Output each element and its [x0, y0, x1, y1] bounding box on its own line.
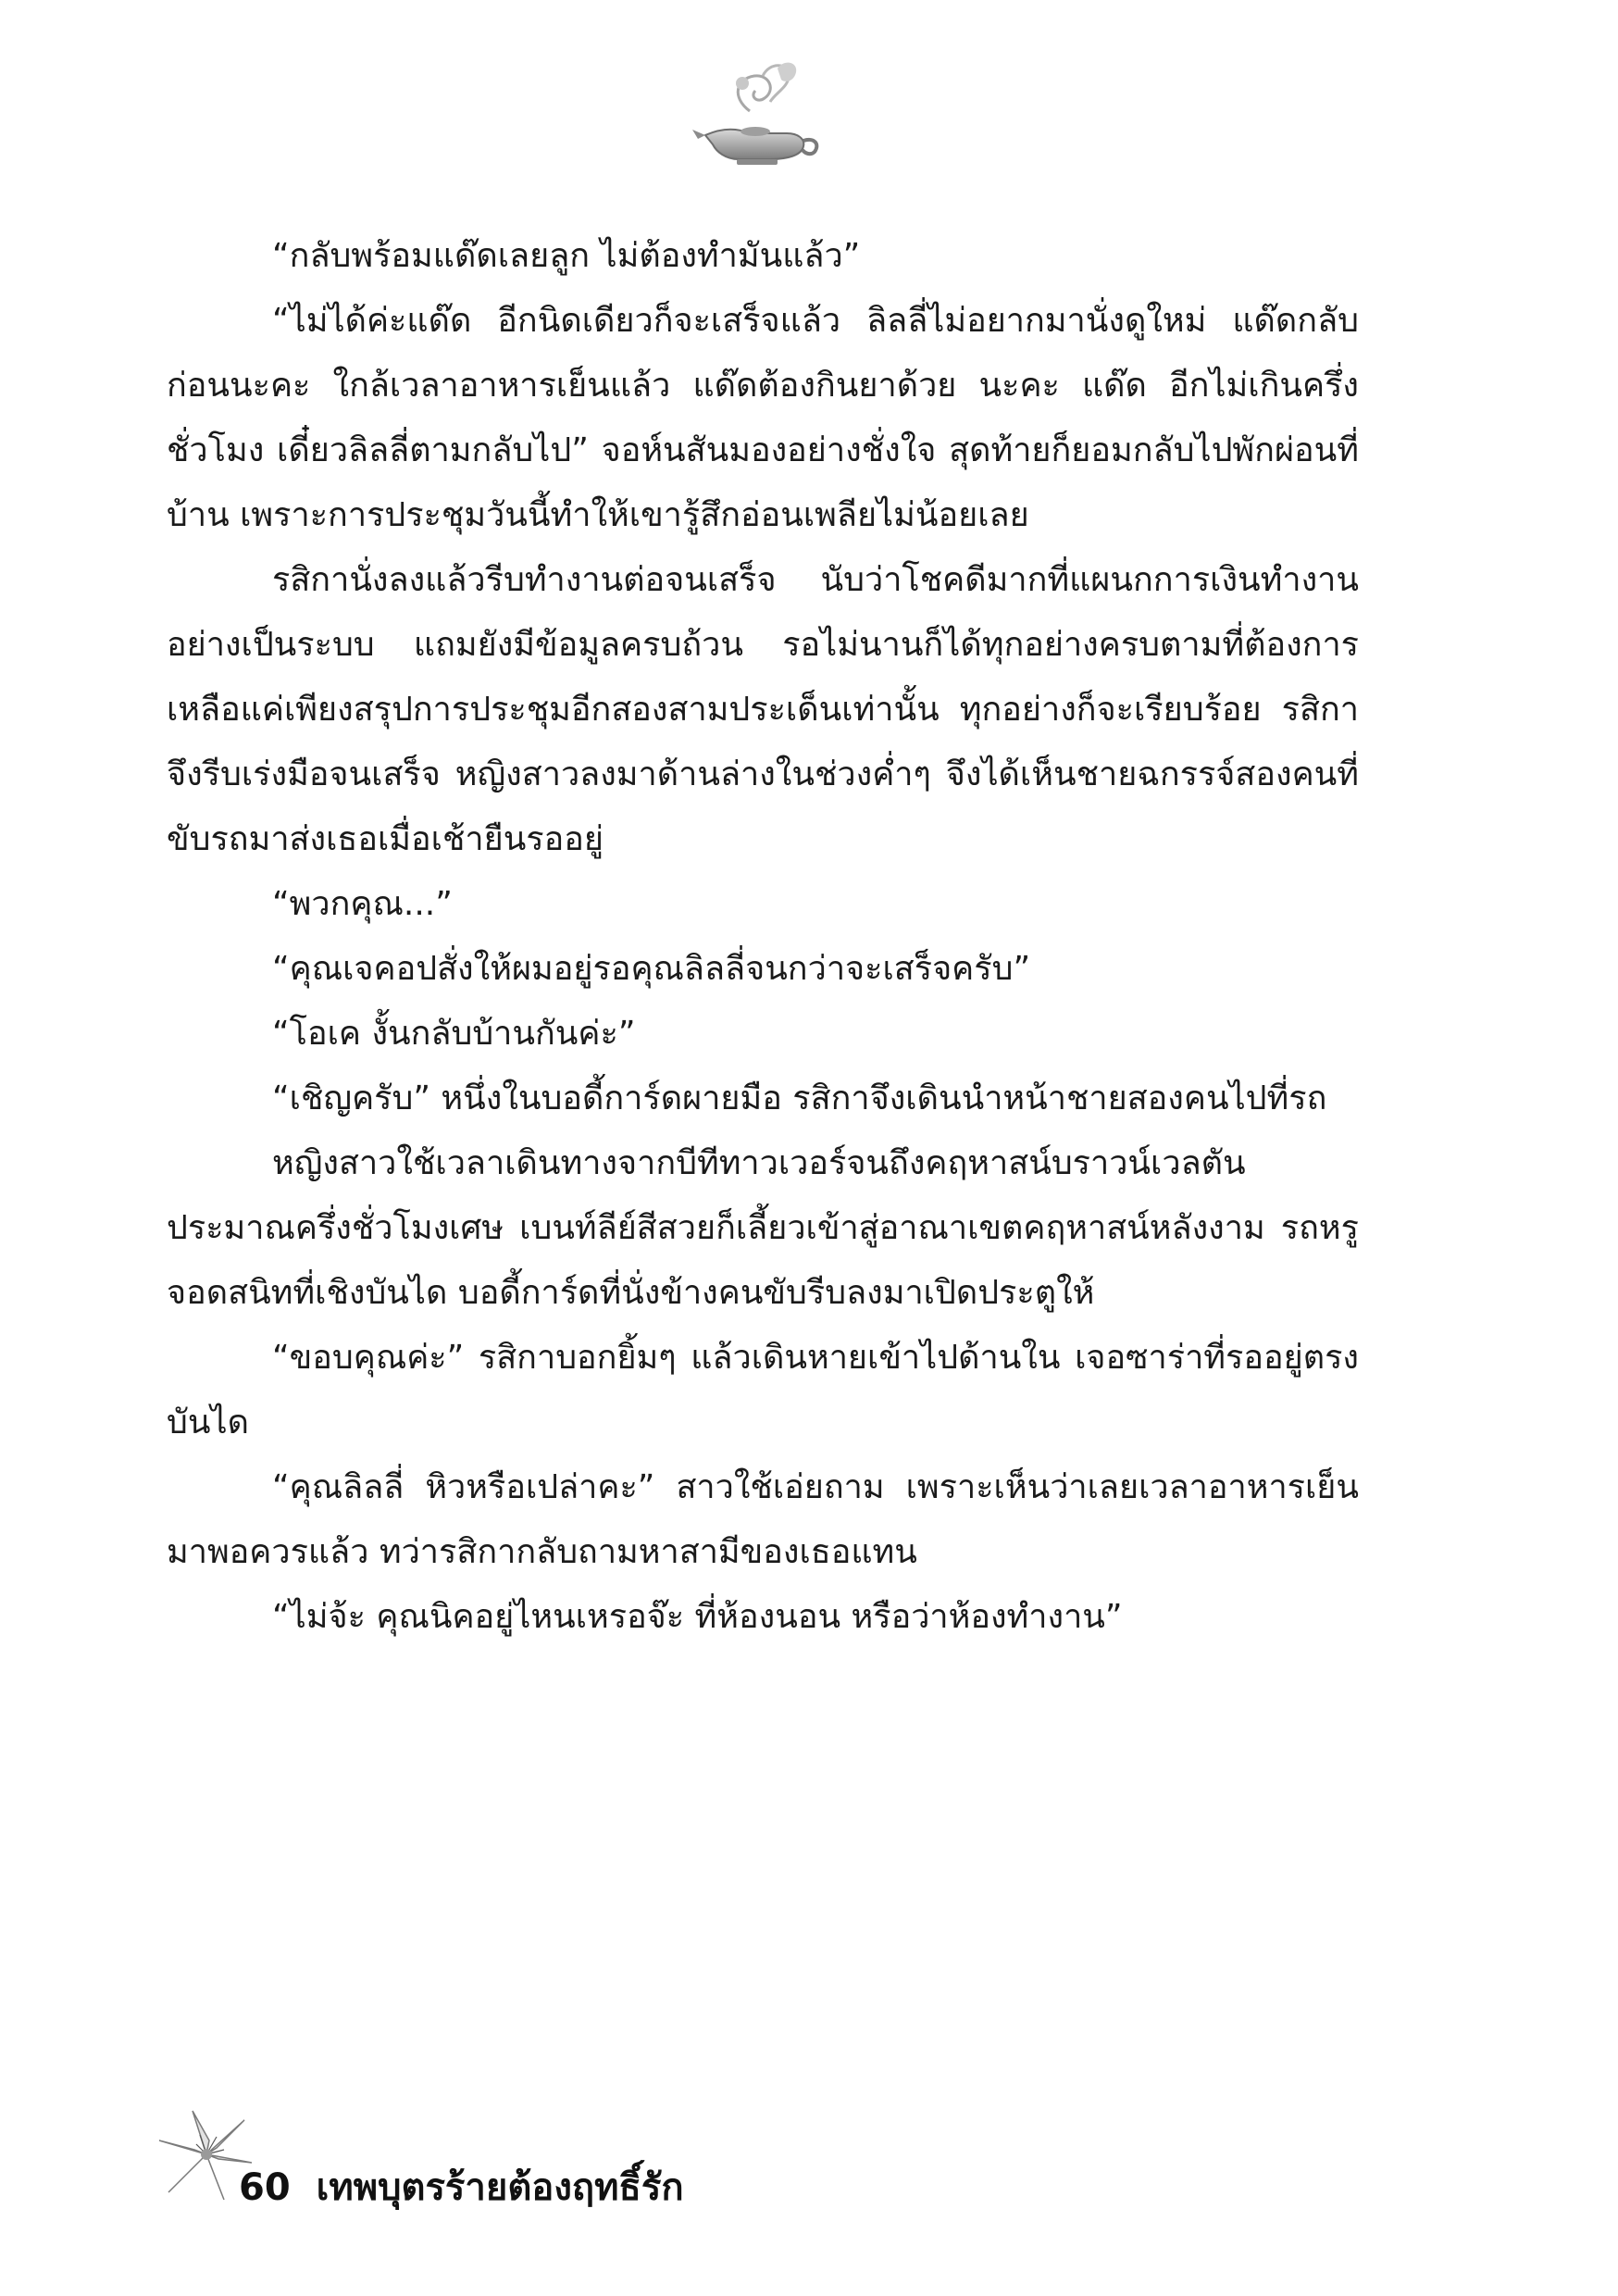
paragraph: “พวกคุณ...”	[272, 885, 453, 923]
paragraph: “ขอบคุณค่ะ” รสิกาบอกยิ้มๆ แล้วเดินหายเข้าไปด้านใน เจอซาร่าที่รออยู่ตรงบันได	[167, 1339, 1359, 1441]
book-title: เทพบุตรร้ายต้องฤทธิ์รัก	[316, 2166, 684, 2209]
paragraph: “ไม่จ้ะ คุณนิคอยู่ไหนเหรอจ๊ะ ที่ห้องนอน หรือว่าห้องทำงาน”	[272, 1598, 1123, 1636]
paragraph: “คุณลิลลี่ หิวหรือเปล่าคะ” สาวใช้เอ่ยถาม เพราะเห็นว่าเลยเวลาอาหารเย็นมาพอควรแล้ว ทว่ารสิกากลับถามหาสามีของเธอแทน	[167, 1468, 1359, 1571]
paragraph: “กลับพร้อมแด๊ดเลยลูก ไม่ต้องทำมันแล้ว”	[272, 237, 861, 275]
page-footer	[156, 2103, 989, 2242]
paragraph: “คุณเจคอปสั่งให้ผมอยู่รอคุณลิลลี่จนกว่าจะเสร็จครับ”	[272, 950, 1031, 988]
lamp-ornament-icon	[685, 56, 824, 176]
body-text	[167, 224, 1359, 1650]
paragraph: หญิงสาวใช้เวลาเดินทางจากบีทีทาวเวอร์จนถึงคฤหาสน์บราวน์เวลตันประมาณครึ่งชั่วโมงเศษ เบนท์ลีย์สีสวยก็เลี้ยวเข้าสู่อาณาเขตคฤหาสน์หลังงาม รถหรูจอดสนิทที่เชิงบันได บอดี้การ์ดที่นั่งข้างคนขับรีบลงมาเปิดประตูให้	[167, 1144, 1359, 1312]
footer-line	[239, 2157, 684, 2216]
paragraph: “เชิญครับ” หนึ่งในบอดี้การ์ดผายมือ รสิกาจึงเดินนำหน้าชายสองคนไปที่รถ	[272, 1079, 1327, 1117]
paragraph: “โอเค งั้นกลับบ้านกันค่ะ”	[272, 1015, 636, 1053]
page-number: 60	[239, 2166, 291, 2209]
paragraph: รสิกานั่งลงแล้วรีบทำงานต่อจนเสร็จ นับว่าโชคดีมากที่แผนกการเงินทำงานอย่างเป็นระบบ แถมยังมีข้อมูลครบถ้วน รอไม่นานก็ได้ทุกอย่างครบตามที่ต้องการ เหลือแค่เพียงสรุปการประชุมอีกสองสามประเด็นเท่านั้น ทุกอย่างก็จะเรียบร้อย รสิกาจึงรีบเร่งมือจนเสร็จ หญิงสาวลงมาด้านล่างในช่วงค่ำๆ จึงได้เห็นชายฉกรรจ์สองคนที่ขับรถมาส่งเธอเมื่อเช้ายืนรออยู่	[167, 561, 1359, 858]
paragraph: “ไม่ได้ค่ะแด๊ด อีกนิดเดียวก็จะเสร็จแล้ว ลิลลี่ไม่อยากมานั่งดูใหม่ แด๊ดกลับก่อนนะคะ ใกล้เวลาอาหารเย็นแล้ว แด๊ดต้องกินยาด้วย นะคะ แด๊ด อีกไม่เกินครึ่งชั่วโมง เดี๋ยวลิลลี่ตามกลับไป” จอห์นสันมองอย่างชั่งใจ สุดท้ายก็ยอมกลับไปพักผ่อนที่บ้าน เพราะการประชุมวันนี้ทำให้เขารู้สึกอ่อนเพลียไม่น้อยเลย	[167, 302, 1359, 534]
